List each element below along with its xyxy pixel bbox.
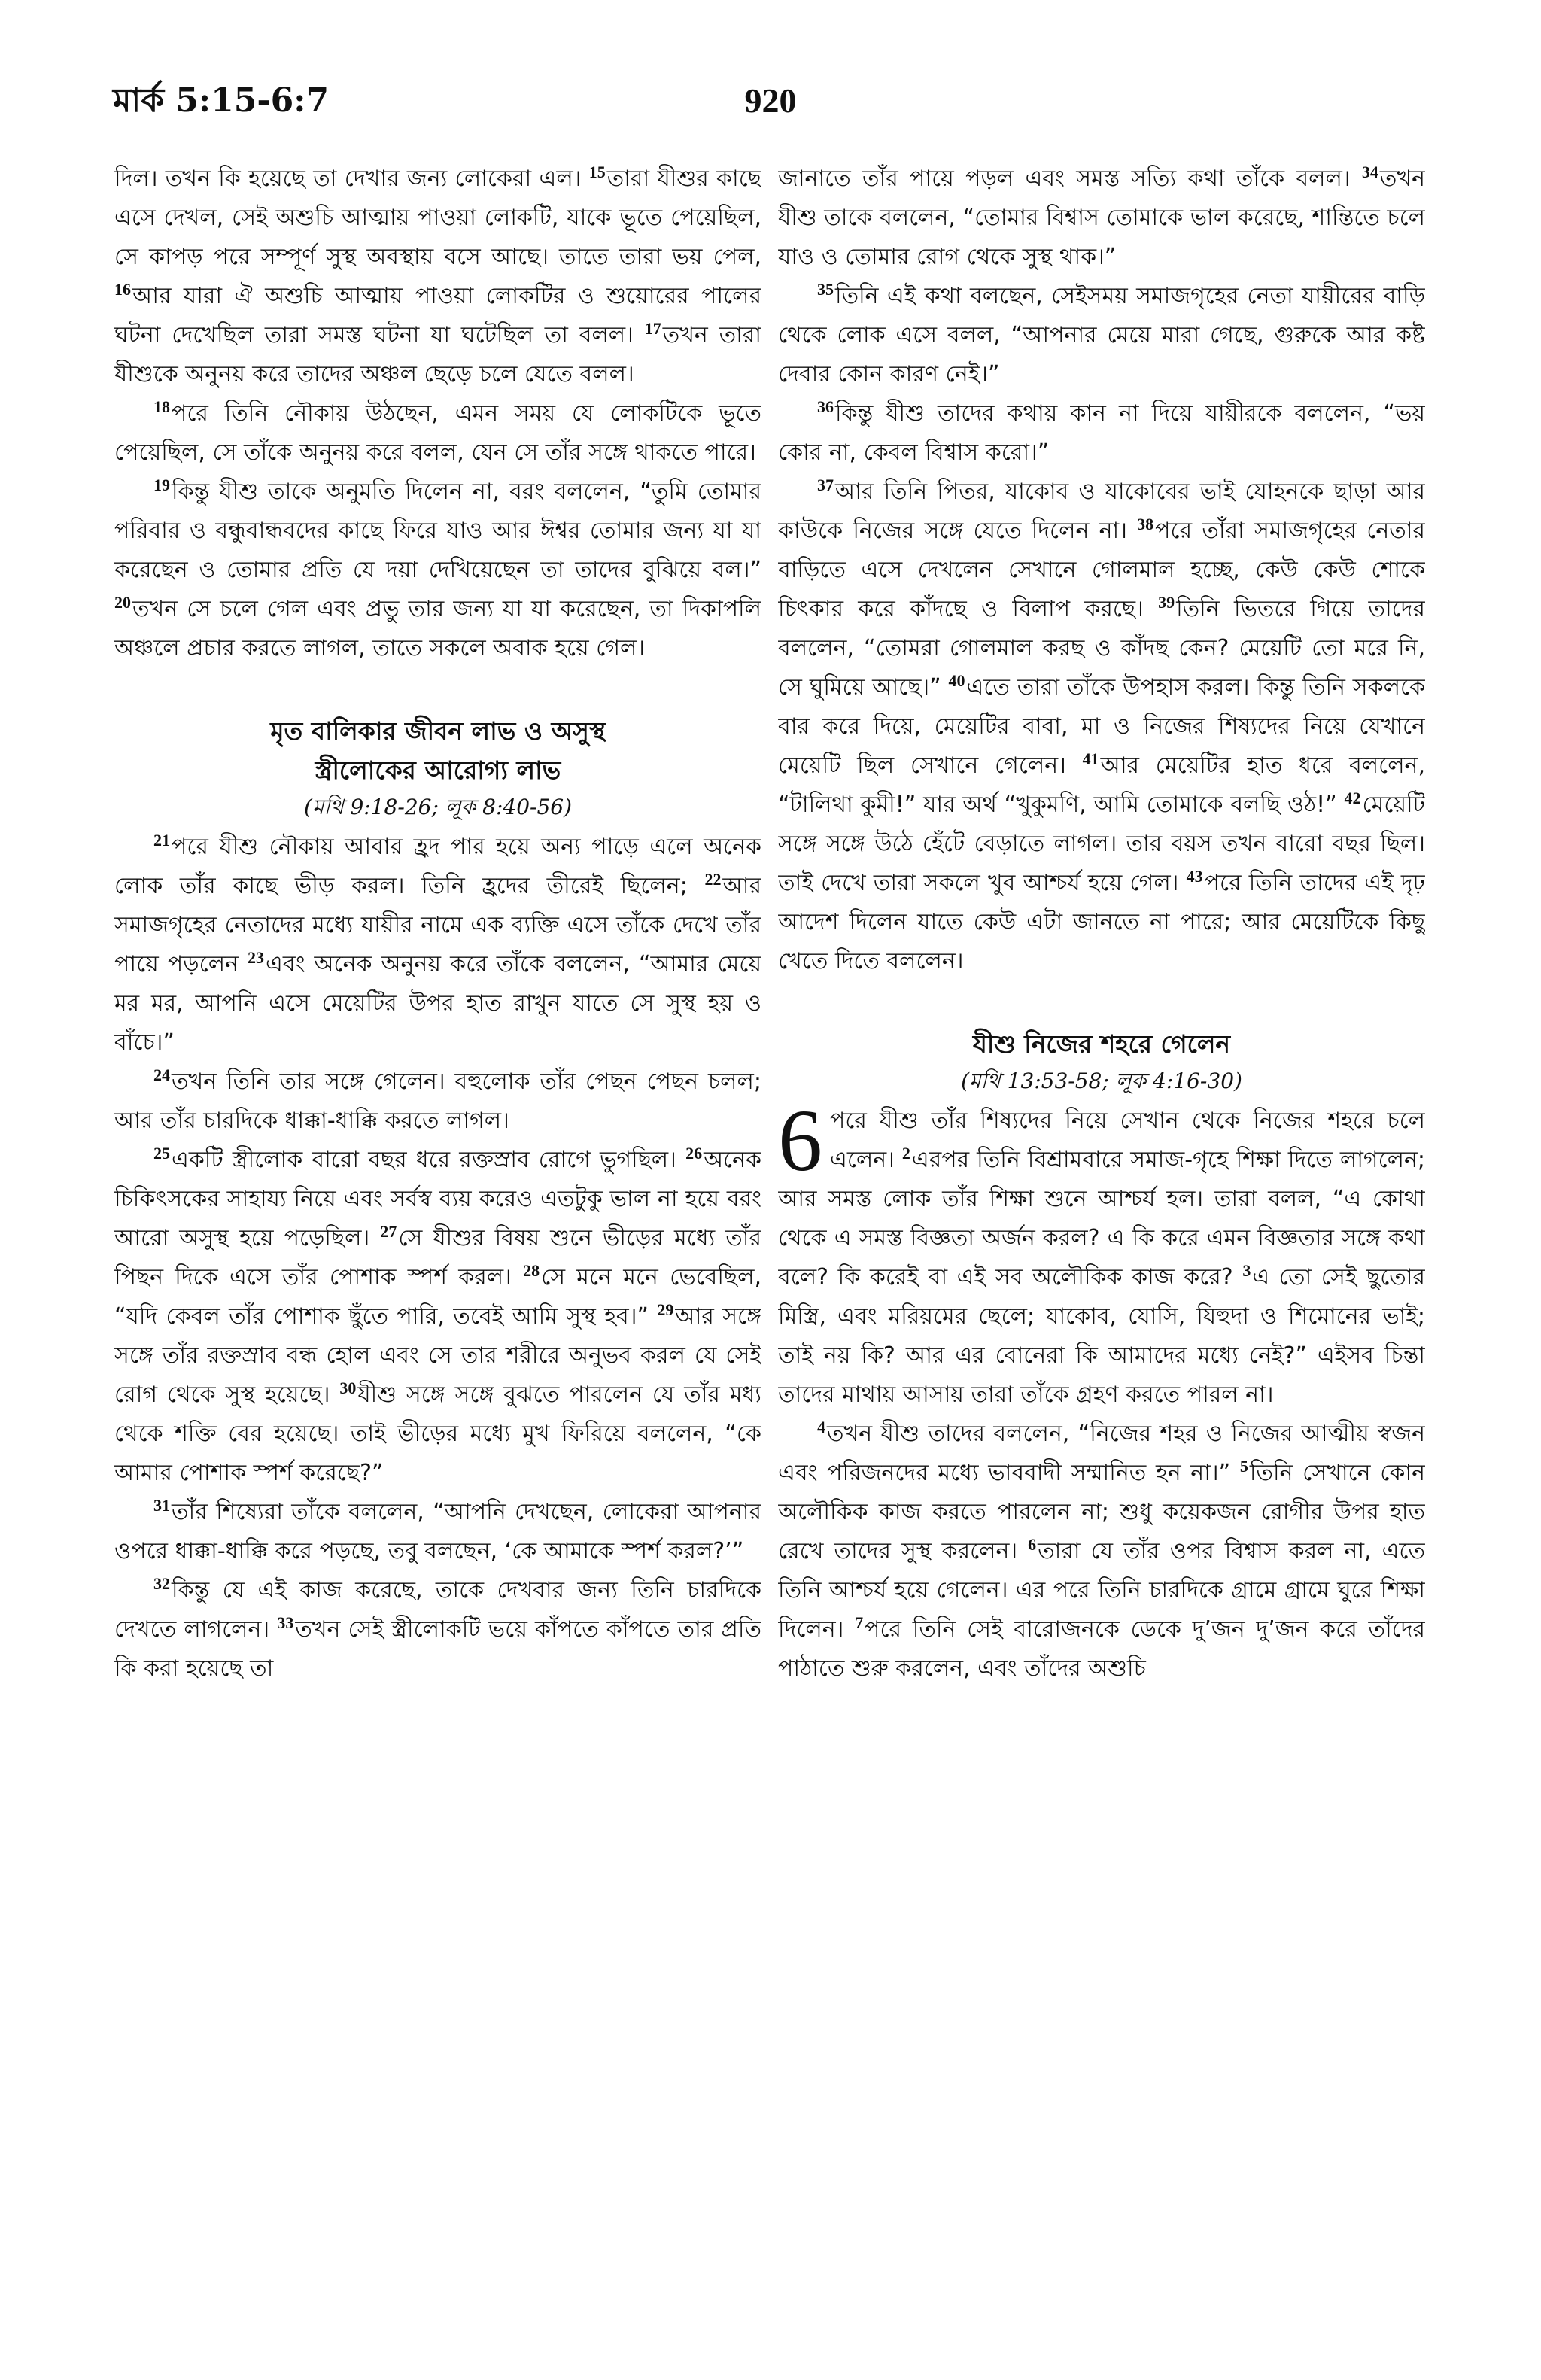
verse-text: আর যারা ঐ অশুচি আত্মায় পাওয়া লোকটির ও শুয়োরের পালের ঘটনা দেখেছিল তারা সমস্ত ঘটনা যা ঘটেছিল তা বলল। <box>114 283 761 348</box>
paragraph <box>114 473 761 668</box>
paragraph <box>114 1141 761 1493</box>
verse-text: কিন্তু যীশু তাকে অনুমতি দিলেন না, বরং বললেন, “তুমি তোমার পরিবার ও বন্ধুবান্ধবদের কাছে ফিরে যাও আর ঈশ্বর তোমার জন্য যা যা করেছেন ও তোমার প্রতি যে দয়া দেখিয়েছেন তা তাদের বুঝিয়ে বল।” <box>114 479 761 583</box>
verse-number: 40 <box>948 671 965 690</box>
verse-number: 37 <box>817 476 834 494</box>
verse-text: একটি স্ত্রীলোক বারো বছর ধরে রক্তস্রাব রোগে ভুগছিল। <box>172 1147 676 1173</box>
verse-number: 2 <box>901 1144 910 1163</box>
verse-number: 32 <box>153 1574 170 1593</box>
verse-text: এ তো সেই ছুতোর মিস্ত্রি, এবং মরিয়মের ছেলে; যাকোব, যোসি, যিহুদা ও শিমোনের ভাই; তাই নয় কি? আর এর বোনেরা কি আমাদের মধ্যে নেই?” এইসব চিন্তা তাদের মাথায় আসায় তারা তাঁকে গ্রহণ করতে পারল না। <box>778 1264 1425 1408</box>
section-heading: মৃত বালিকার জীবন লাভ ও অসুস্থ <box>270 716 606 746</box>
verse-number: 4 <box>817 1418 825 1436</box>
paragraph <box>114 828 761 1062</box>
verse-number: 3 <box>1242 1261 1251 1280</box>
verse-number: 26 <box>685 1144 703 1163</box>
verse-text: তারা যে তাঁর ওপর বিশ্বাস করল না, এতে তিনি আশ্চর্য হয়ে গেলেন। এর পরে তিনি চারদিকে গ্রামে গ্রামে ঘুরে শিক্ষা দিলেন। <box>778 1538 1425 1643</box>
verse-text: সে মনে মনে ভেবেছিল, “যদি কেবল তাঁর পোশাক ছুঁতে পারি, তবেই আমি সুস্থ হব।” <box>114 1264 761 1330</box>
verse-number: 16 <box>114 280 131 299</box>
section-gap <box>778 981 1425 1025</box>
verse-text: পরে তিনি নৌকায় উঠছেন, এমন সময় যে লোকটিকে ভূতে পেয়েছিল, সে তাঁকে অনুনয় করে বলল, যেন সে তাঁর সঙ্গে থাকতে পারে। <box>114 400 761 466</box>
verse-text: আর সমাজগৃহের নেতাদের মধ্যে যায়ীর নামে এক ব্যক্তি এসে তাঁকে দেখে তাঁর পায়ে পড়লেন <box>114 873 761 977</box>
verse-number: 20 <box>114 593 131 612</box>
verse-text: তখন যীশু তাকে বললেন, “তোমার বিশ্বাস তোমাকে ভাল করেছে, শান্তিতে চলে যাও ও তোমার রোগ থেকে সুস্থ থাক।” <box>778 166 1425 270</box>
verse-text: পরে যীশু নৌকায় আবার হ্রদ পার হয়ে অন্য পাড়ে এলে অনেক লোক তাঁর কাছে ভীড় করল। তিনি হ্রদের তীরেই ছিলেন; <box>114 834 761 899</box>
running-title: মার্ক 5:15-6:7 <box>113 81 330 120</box>
verse-number: 6 <box>1028 1535 1037 1554</box>
paragraph <box>778 1091 1425 1415</box>
verse-text: পরে তাঁরা সমাজগৃহের নেতার বাড়িতে এসে দেখলেন সেখানে গোলমাল হচ্ছে, কেউ কেউ শোকে চিৎকার করে কাঁদছে ও বিলাপ করছে। <box>778 518 1425 622</box>
cross-reference: (মথি 13:53-58; লূক 4:16-30) <box>961 1068 1242 1093</box>
verse-text: তখন তারা যীশুকে অনুনয় করে তাদের অঞ্চল ছেড়ে চলে যেতে বলল। <box>114 322 761 388</box>
verse-text: সে যীশুর বিষয় শুনে ভীড়ের মধ্যে তাঁর পিছন দিকে এসে তাঁর পোশাক স্পর্শ করল। <box>114 1225 761 1290</box>
verse-number: 18 <box>153 397 170 416</box>
verse-number: 31 <box>153 1496 170 1515</box>
verse-number: 27 <box>380 1222 397 1241</box>
verse-text: যীশু সঙ্গে সঙ্গে বুঝতে পারলেন যে তাঁর মধ্য থেকে শক্তি বের হয়েছে। তাই ভীড়ের মধ্যে মুখ ফিরিয়ে বললেন, “কে আমার পোশাক স্পর্শ করেছে?” <box>114 1381 761 1486</box>
paragraph <box>778 160 1425 277</box>
verse-text: তারা যীশুর কাছে এসে দেখল, সেই অশুচি আত্মায় পাওয়া লোকটি, যাকে ভূতে পেয়েছিল, সে কাপড় পরে সম্পূর্ণ সুস্থ অবস্থায় বসে আছে। তাতে তারা ভয় পেল, <box>114 166 761 270</box>
paragraph <box>114 1493 761 1571</box>
verse-number: 36 <box>817 397 834 416</box>
verse-number: 30 <box>339 1378 357 1397</box>
verse-number: 38 <box>1137 515 1154 533</box>
verse-number: 29 <box>657 1300 674 1319</box>
verse-text: তখন সে চলে গেল এবং প্রভু তার জন্য যা যা করেছেন, তা দিকাপলি অঞ্চলে প্রচার করতে লাগল, তাতে সকলে অবাক হয়ে গেল। <box>114 596 761 661</box>
verse-number: 5 <box>1239 1457 1248 1476</box>
verse-text: আর সঙ্গে সঙ্গে তাঁর রক্তস্রাব বন্ধ হোল এবং সে তার শরীরে অনুভব করল যে সেই রোগ থেকে সুস্থ হয়েছে। <box>114 1303 761 1408</box>
verse-text: আর তিনি পিতর, যাকোব ও যাকোবের ভাই যোহনকে ছাড়া আর কাউকে নিজের সঙ্গে যেতে দিলেন না। <box>778 479 1425 544</box>
chapter-number: 6 <box>778 1091 822 1190</box>
paragraph <box>778 1415 1425 1688</box>
verse-text: তখন যীশু তাদের বললেন, “নিজের শহর ও নিজের আত্মীয় স্বজন এবং পরিজনদের মধ্যে ভাববাদী সম্মানিত হন না।” <box>778 1421 1425 1486</box>
verse-text: তখন সেই স্ত্রীলোকটি ভয়ে কাঁপতে কাঁপতে তার প্রতি কি করা হয়েছে তা <box>114 1616 761 1682</box>
verse-text: তিনি ভিতরে গিয়ে তাদের বললেন, “তোমরা গোলমাল করছ ও কাঁদছ কেন? মেয়েটি তো মরে নি, সে ঘুমিয়ে আছে।” <box>778 596 1425 701</box>
verse-number: 15 <box>588 163 606 181</box>
verse-number: 17 <box>644 319 661 338</box>
section-gap <box>114 668 761 712</box>
paragraph <box>114 1062 761 1141</box>
paragraph <box>114 394 761 473</box>
verse-number: 28 <box>523 1261 540 1280</box>
verse-number: 23 <box>248 948 265 967</box>
verse-text: তাঁর শিষ্যেরা তাঁকে বললেন, “আপনি দেখছেন, লোকেরা আপনার ওপরে ধাক্কা-ধাক্কি করে পড়ছে, তবু বলছেন, ‘কে আমাকে স্পর্শ করল?’” <box>114 1499 761 1564</box>
verse-number: 33 <box>277 1613 294 1632</box>
verse-text: কিন্তু যে এই কাজ করেছে, তাকে দেখবার জন্য তিনি চারদিকে দেখতে লাগলেন। <box>114 1577 761 1643</box>
verse-text: পরে যীশু তাঁর শিষ্যদের নিয়ে সেখান থেকে নিজের শহরে চলে এলেন। <box>830 1108 1425 1173</box>
verse-text: জানাতে তাঁর পায়ে পড়ল এবং সমস্ত সত্যি কথা তাঁকে বলল। <box>778 166 1351 192</box>
verse-text: পরে তিনি তাদের এই দৃঢ় আদেশ দিলেন যাতে কেউ এটা জানতে না পারে; আর মেয়েটিকে কিছু খেতে দিতে বললেন। <box>778 870 1425 974</box>
paragraph <box>778 394 1425 473</box>
verse-number: 39 <box>1158 593 1175 612</box>
verse-number: 25 <box>153 1144 170 1163</box>
verse-number: 19 <box>153 476 170 494</box>
verse-number: 43 <box>1186 867 1203 886</box>
verse-number: 41 <box>1082 749 1099 768</box>
cross-reference: (মথি 9:18-26; লূক 8:40-56) <box>303 795 573 819</box>
verse-text: কিন্তু যীশু তাদের কথায় কান না দিয়ে যায়ীরকে বললেন, “ভয় কোর না, কেবল বিশ্বাস করো।” <box>778 400 1425 466</box>
page-number: 920 <box>744 81 797 120</box>
right-column <box>778 160 1425 2304</box>
verse-number: 24 <box>153 1065 170 1084</box>
verse-text: আর মেয়েটির হাত ধরে বললেন, “টালিথা কুমী!” যার অর্থ “খুকুমণি, আমি তোমাকে বলছি ওঠ!” <box>778 752 1425 818</box>
paragraph <box>114 1571 761 1688</box>
section-heading: স্ত্রীলোকের আরোগ্য লাভ <box>315 755 561 785</box>
verse-number: 22 <box>704 870 722 889</box>
left-column <box>114 160 761 2304</box>
verse-number: 7 <box>855 1613 864 1632</box>
verse-text: এবং অনেক অনুনয় করে তাঁকে বললেন, “আমার মেয়ে মর মর, আপনি এসে মেয়েটির উপর হাত রাখুন যাতে সে সুস্থ হয় ও বাঁচে।” <box>114 951 761 1056</box>
section-heading: যীশু নিজের শহরে গেলেন <box>972 1029 1231 1059</box>
verse-number: 42 <box>1344 789 1361 807</box>
paragraph <box>778 277 1425 394</box>
verse-number: 21 <box>153 831 170 850</box>
verse-text: তখন তিনি তার সঙ্গে গেলেন। বহুলোক তাঁর পেছন পেছন চলল; আর তাঁর চারদিকে ধাক্কা-ধাক্কি করতে লাগল। <box>114 1068 761 1134</box>
verse-text: দিল। তখন কি হয়েছে তা দেখার জন্য লোকেরা এল। <box>114 166 582 192</box>
verse-number: 35 <box>817 280 834 299</box>
verse-text: তিনি এই কথা বলছেন, সেইসময় সমাজগৃহের নেতা যায়ীরের বাড়ি থেকে লোক এসে বলল, “আপনার মেয়ে মারা গেছে, গুরুকে আর কষ্ট দেবার কোন কারণ নেই।” <box>778 283 1425 388</box>
verse-number: 34 <box>1361 163 1378 181</box>
paragraph <box>778 473 1425 981</box>
verse-text: অনেক চিকিৎসকের সাহায্য নিয়ে এবং সর্বস্ব ব্যয় করেও এতটুকু ভাল না হয়ে বরং আরো অসুস্থ হয়ে পড়েছিল। <box>114 1147 761 1251</box>
verse-text: মেয়েটি সঙ্গে সঙ্গে উঠে হেঁটে বেড়াতে লাগল। তার বয়স তখন বারো বছর ছিল। তাই দেখে তারা সকলে খুব আশ্চর্য হয়ে গেল। <box>778 792 1425 896</box>
paragraph <box>114 160 761 394</box>
verse-text: এতে তারা তাঁকে উপহাস করল। কিন্তু তিনি সকলকে বার করে দিয়ে, মেয়েটির বাবা, মা ও নিজের শিষ্যদের নিয়ে যেখানে মেয়েটি ছিল সেখানে গেলেন। <box>778 674 1425 779</box>
verse-text: তিনি সেখানে কোন অলৌকিক কাজ করতে পারলেন না; শুধু কয়েকজন রোগীর উপর হাত রেখে তাদের সুস্থ করলেন। <box>778 1460 1425 1564</box>
verse-text: পরে তিনি সেই বারোজনকে ডেকে দু’জন দু’জন করে তাঁদের পাঠাতে শুরু করলেন, এবং তাঁদের অশুচি <box>778 1616 1425 1682</box>
page-header <box>113 78 1428 131</box>
verse-text: এরপর তিনি বিশ্রামবারে সমাজ-গৃহে শিক্ষা দিতে লাগলেন; আর সমস্ত লোক তাঁর শিক্ষা শুনে আশ্চর্য হল। তারা বলল, “এ কোথা থেকে এ সমস্ত বিজ্ঞতা অর্জন করল? এ কি করে এমন বিজ্ঞতার সঙ্গে কথা বলে? কি করেই বা এই সব অলৌকিক কাজ করে? <box>778 1147 1425 1290</box>
